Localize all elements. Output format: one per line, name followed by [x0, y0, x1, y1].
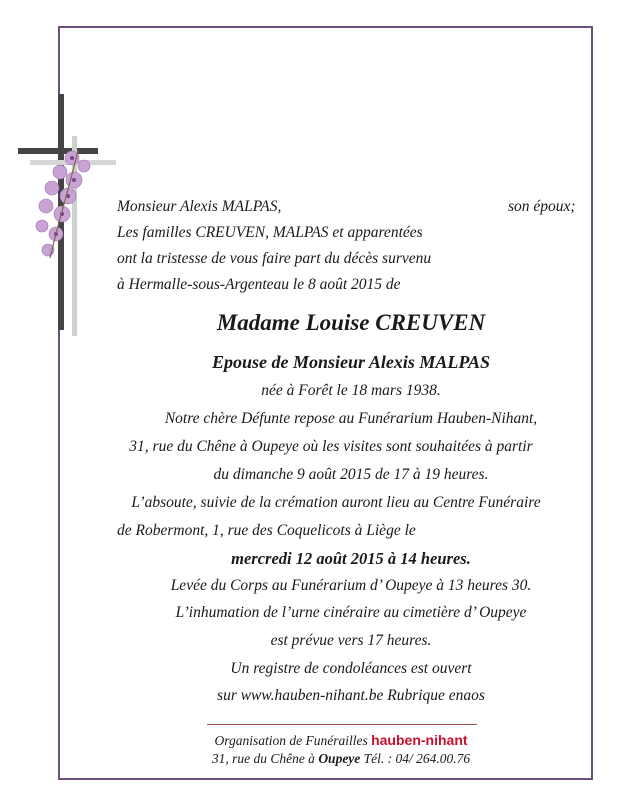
ceremony-date: mercredi 12 août 2015 à 14 heures. — [231, 549, 471, 568]
body-line-8: L’inhumation de l’urne cinéraire au cimetière d’ Oupeye — [175, 604, 527, 621]
body-line-4: L’absoute, suivie de la crémation auront lieu au Centre Funéraire — [131, 494, 541, 511]
footer-org-prefix: Organisation de Funérailles — [214, 733, 368, 748]
body-line-10: Un registre de condoléances est ouvert — [230, 660, 472, 677]
intro-line-2: Les familles CREUVEN, MALPAS et apparentées — [117, 224, 423, 241]
intro-line-1-relation: son époux; — [508, 198, 576, 215]
body-line-9: est prévue vers 17 heures. — [270, 632, 432, 649]
footer-address — [0, 751, 622, 767]
body-line-3: du dimanche 9 août 2015 de 17 à 19 heures. — [213, 466, 489, 483]
body-line-7: Levée du Corps au Funérarium d’ Oupeye à 13 heures 30. — [170, 577, 532, 594]
brand-logo: hauben-nihant — [371, 732, 468, 748]
footer-divider — [207, 724, 477, 725]
footer-addr-prefix: 31, rue du Chêne à — [211, 751, 315, 766]
body-line-1: Notre chère Défunte repose au Funérarium Hauben-Nihant, — [164, 410, 538, 427]
footer-tel: Tél. : 04/ 264.00.76 — [363, 751, 471, 766]
website-line: sur www.hauben-nihant.be Rubrique enaos — [217, 687, 485, 704]
birth-line: née à Forêt le 18 mars 1938. — [261, 382, 441, 399]
footer-organisation — [0, 732, 622, 749]
intro-line-3: ont la tristesse de vous faire part du décès survenu — [117, 250, 432, 267]
intro-line-1: Monsieur Alexis MALPAS, — [117, 198, 282, 215]
spouse-line: Epouse de Monsieur Alexis MALPAS — [211, 352, 491, 372]
body-line-2: 31, rue du Chêne à Oupeye où les visites sont souhaitées à partir — [129, 438, 533, 455]
deceased-name: Madame Louise CREUVEN — [216, 310, 486, 335]
footer-town: Oupeye — [318, 751, 361, 766]
cross-orchid-icon — [12, 88, 122, 338]
intro-line-4: à Hermalle-sous-Argenteau le 8 août 2015 de — [117, 276, 401, 293]
body-line-5: de Robermont, 1, rue des Coquelicots à Liège le — [117, 522, 416, 539]
